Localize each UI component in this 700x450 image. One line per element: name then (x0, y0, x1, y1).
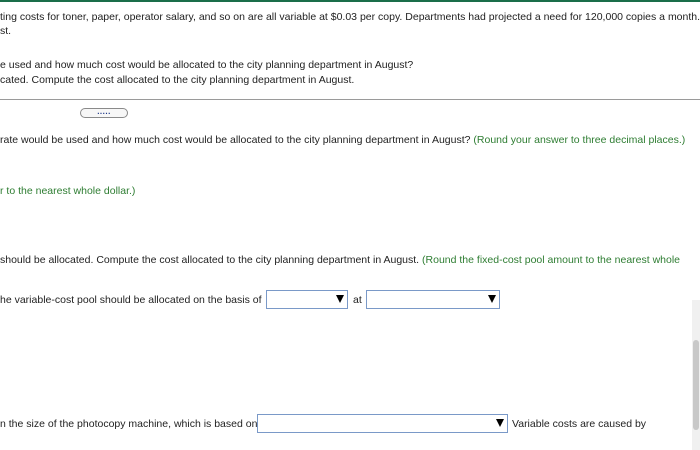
allocation-basis-select[interactable] (266, 290, 348, 309)
part-a-rounding-note: r to the nearest whole dollar.) (0, 185, 136, 197)
scrollbar-thumb[interactable] (693, 340, 699, 430)
chevron-down-icon (336, 295, 344, 303)
chevron-down-icon (496, 419, 504, 427)
allocation-rate-select[interactable] (366, 290, 500, 309)
at-label: at (353, 294, 362, 306)
question-a-text: e used and how much cost would be allocated to the city planning department in August? (0, 59, 414, 71)
part-a-prompt (0, 133, 685, 147)
part-a-prompt-text: rate would be used and how much cost would be allocated to the city planning department in August? (0, 134, 471, 146)
problem-intro-line-2: st. (0, 25, 12, 37)
fixed-cost-basis-select[interactable] (257, 414, 508, 433)
part-b-rounding-hint: (Round the fixed-cost pool amount to the nearest whole (422, 254, 681, 266)
question-b-text: cated. Compute the cost allocated to the city planning department in August. (0, 74, 355, 86)
chevron-down-icon (488, 295, 496, 303)
part-b-prompt (0, 253, 680, 267)
part-c-trailing-text: Variable costs are caused by (512, 418, 647, 430)
expand-button[interactable]: ..... (80, 108, 128, 118)
top-accent-rule (0, 0, 700, 2)
part-c-label: n the size of the photocopy machine, which is based on (0, 418, 258, 430)
problem-intro-line-1: ting costs for toner, paper, operator salary, and so on are all variable at $0.03 per copy. Departments had projected a need for 120,000 copies a month. (0, 11, 700, 23)
vertical-scrollbar[interactable] (692, 300, 700, 450)
section-divider (0, 99, 700, 100)
part-a-rounding-hint: (Round your answer to three decimal places.) (473, 134, 686, 146)
part-b-prompt-text: should be allocated. Compute the cost allocated to the city planning department in August. (0, 254, 420, 266)
part-b-basis-label: he variable-cost pool should be allocated on the basis of (0, 294, 262, 306)
